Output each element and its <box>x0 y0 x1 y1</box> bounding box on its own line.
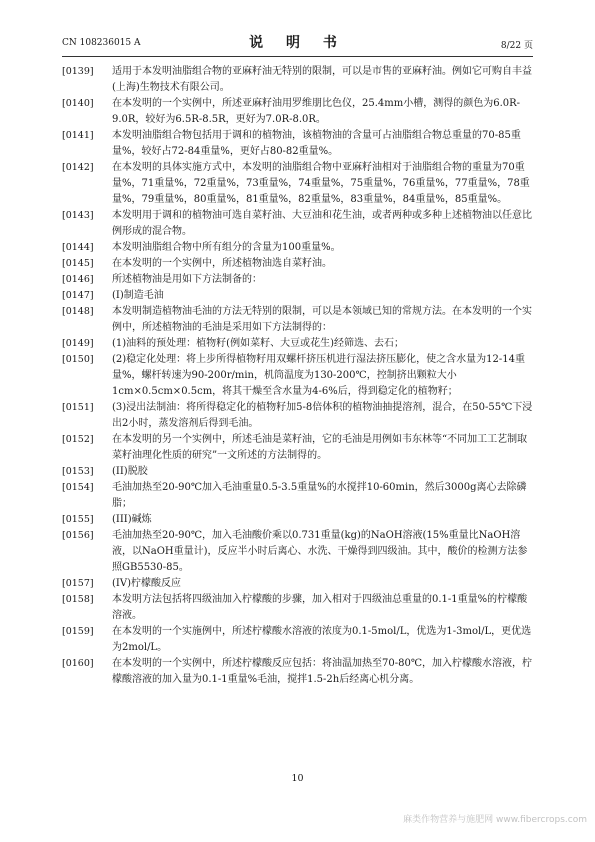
paragraph <box>62 592 533 624</box>
document-body <box>62 64 533 688</box>
paragraph-text: 适用于本发明油脂组合物的亚麻籽油无特别的限制，可以是市售的亚麻籽油。例如它可购自丰益(上海)生物技术有限公司。 <box>112 66 532 93</box>
paragraph-text: 在本发明的具体实施方式中，本发明的油脂组合物中亚麻籽油相对于油脂组合物的重量为70重量%，71重量%，72重量%，73重量%，74重量%，75重量%，76重量%，77重量%，78重量%，79重量%，80重量%，81重量%，82重量%，83重量%，84重量%，85重量%。 <box>112 162 530 205</box>
document-number: CN 108236015 A <box>62 38 141 48</box>
paragraph-text: 所述植物油是用如下方法制备的： <box>112 274 262 285</box>
paragraph <box>62 464 533 480</box>
paragraph <box>62 528 533 576</box>
paragraph-number: [0146] <box>62 274 94 285</box>
paragraph-text: 毛油加热至20-90℃，加入毛油酸价乘以0.731重量(kg)的NaOH溶液(15%重量比NaOH溶液，以NaOH重量计)，反应半小时后离心、水洗、干燥得到四级油。其中，酸价的检测方法参照GB5530-85。 <box>112 530 528 573</box>
paragraph-number: [0150] <box>62 354 94 365</box>
watermark: 麻类作物营养与施肥网 www.fibercrops.com <box>403 815 587 825</box>
paragraph-number: [0141] <box>62 130 94 141</box>
paragraph-text: 本发明油脂组合物包括用于调和的植物油，该植物油的含量可占油脂组合物总重量的70-85重量%，较好占72-84重量%，更好占80-82重量%。 <box>112 130 521 157</box>
paragraph-number: [0158] <box>62 594 94 605</box>
paragraph-number: [0147] <box>62 290 94 301</box>
paragraph-number: [0143] <box>62 210 94 221</box>
paragraph-text: 在本发明的一个实例中，所述植物油选自菜籽油。 <box>112 258 332 269</box>
paragraph-text: 毛油加热至20-90℃加入毛油重量0.5-3.5重量%的水搅拌10-60min，然后3000g离心去除磷脂； <box>112 482 527 509</box>
paragraph <box>62 480 533 512</box>
document-title: 说 明 书 <box>249 35 346 51</box>
paragraph-number: [0155] <box>62 514 94 525</box>
paragraph <box>62 352 533 400</box>
header-rule <box>62 56 533 57</box>
paragraph <box>62 96 533 128</box>
paragraph-number: [0159] <box>62 626 94 637</box>
paragraph-number: [0152] <box>62 434 94 445</box>
paragraph-text: 在本发明的一个实例中，所述亚麻籽油用罗维朋比色仪，25.4mm小槽，测得的颜色为6.0R-9.0R，较好为6.5R-8.5R，更好为7.0R-8.0R。 <box>112 98 521 125</box>
paragraph-number: [0153] <box>62 466 94 477</box>
paragraph <box>62 256 533 272</box>
paragraph-text: (III)碱炼 <box>112 514 152 525</box>
paragraph-text: (II)脱胶 <box>112 466 148 477</box>
paragraph-text: 本发明油脂组合物中所有组分的含量为100重量%。 <box>112 242 341 253</box>
paragraph <box>62 432 533 464</box>
paragraph-number: [0144] <box>62 242 94 253</box>
paragraph-number: [0145] <box>62 258 94 269</box>
paragraph-text: (2)稳定化处理：将上步所得植物籽用双螺杆挤压机进行湿法挤压膨化，使之含水量为12-14重量%，螺杆转速为90-200r/min，机筒温度为130-200℃，控制挤出颗粒大小1cm×0.5cm×0.5cm，将其干燥至含水量为4-6%后，得到稳定化的植物籽； <box>112 354 525 397</box>
page-number: 10 <box>291 773 304 784</box>
paragraph-number: [0157] <box>62 578 94 589</box>
paragraph-text: 本发明方法包括将四级油加入柠檬酸的步骤，加入相对于四级油总重量的0.1-1重量%的柠檬酸溶液。 <box>112 594 528 621</box>
paragraph <box>62 624 533 656</box>
paragraph <box>62 576 533 592</box>
paragraph-number: [0140] <box>62 98 94 109</box>
paragraph-number: [0160] <box>62 658 94 669</box>
paragraph-text: 在本发明的一个实施例中，所述柠檬酸水溶液的浓度为0.1-5mol/L，优选为1-3mol/L，更优选为2mol/L。 <box>112 626 532 653</box>
paragraph-number: [0151] <box>62 402 94 413</box>
paragraph-text: (I)制造毛油 <box>112 290 164 301</box>
paragraph-text: (1)油料的预处理：植物籽(例如菜籽、大豆或花生)经筛选、去石； <box>112 338 404 349</box>
paragraph-text: (IV)柠檬酸反应 <box>112 578 181 589</box>
paragraph <box>62 64 533 96</box>
page-info: 8/22 页 <box>500 41 533 51</box>
paragraph-text: (3)浸出法制油：将所得稳定化的植物籽加5-8倍体积的植物油抽提溶剂，混合，在50-55℃下浸出2小时，蒸发溶剂后得到毛油。 <box>112 402 533 429</box>
paragraph <box>62 656 533 688</box>
paragraph-number: [0149] <box>62 338 94 349</box>
paragraph <box>62 512 533 528</box>
paragraph <box>62 272 533 288</box>
paragraph <box>62 304 533 336</box>
paragraph <box>62 208 533 240</box>
paragraph <box>62 240 533 256</box>
paragraph <box>62 336 533 352</box>
paragraph-text: 本发明制造植物油毛油的方法无特别的限制，可以是本领域已知的常规方法。在本发明的一个实例中，所述植物油的毛油是采用如下方法制得的： <box>112 306 532 333</box>
paragraph-number: [0156] <box>62 530 94 541</box>
paragraph <box>62 288 533 304</box>
paragraph-number: [0142] <box>62 162 94 173</box>
paragraph <box>62 160 533 208</box>
paragraph-number: [0139] <box>62 66 94 77</box>
paragraph-text: 在本发明的一个实例中，所述柠檬酸反应包括：将油温加热至70-80℃，加入柠檬酸水溶液，柠檬酸溶液的加入量为0.1-1重量%毛油，搅拌1.5-2h后经离心机分离。 <box>112 658 533 685</box>
paragraph-number: [0154] <box>62 482 94 493</box>
page-header <box>62 32 533 54</box>
paragraph <box>62 128 533 160</box>
paragraph-number: [0148] <box>62 306 94 317</box>
paragraph-text: 在本发明的另一个实例中，所述毛油是菜籽油，它的毛油是用例如韦东林等“不同加工工艺制取菜籽油理化性质的研究”一文所述的方法制得的。 <box>112 434 528 461</box>
paragraph-text: 本发明用于调和的植物油可选自菜籽油、大豆油和花生油，或者两种或多种上述植物油以任意比例形成的混合物。 <box>112 210 532 237</box>
paragraph <box>62 400 533 432</box>
